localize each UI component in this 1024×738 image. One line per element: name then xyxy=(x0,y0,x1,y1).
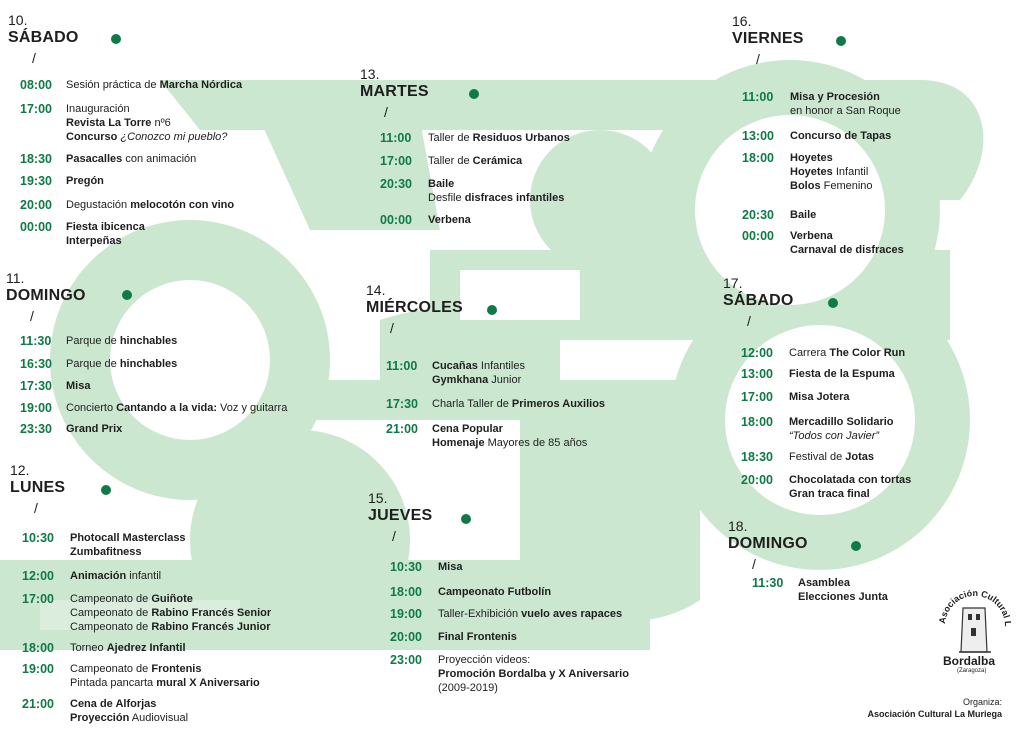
event-text: Campeonato de xyxy=(70,621,152,633)
event-line xyxy=(790,104,901,118)
slash-divider: / xyxy=(392,528,396,544)
event-line xyxy=(432,422,587,436)
event-time: 16:30 xyxy=(20,357,52,371)
event-time: 00:00 xyxy=(20,220,52,234)
event-time: 13:00 xyxy=(742,129,774,143)
event-time: 18:30 xyxy=(741,450,773,464)
event-time: 17:00 xyxy=(22,592,54,606)
event-text: Audiovisual xyxy=(129,712,189,724)
green-dot-icon xyxy=(851,541,861,551)
event-text: Carnaval de disfraces xyxy=(790,244,904,256)
event-text: Grand Prix xyxy=(66,423,123,435)
event-text: Ajedrez Infantil xyxy=(106,642,186,654)
event-line xyxy=(66,174,104,188)
day-name: SÁBADO xyxy=(723,292,794,309)
day-block xyxy=(368,490,432,544)
event-time: 12:00 xyxy=(22,569,54,583)
event-text: Baile xyxy=(790,209,817,221)
event-time: 19:30 xyxy=(20,174,52,188)
event-time: 23:00 xyxy=(390,653,422,667)
event-line xyxy=(789,415,894,429)
event-line xyxy=(70,620,271,634)
event-text: Revista La Torre xyxy=(66,117,152,129)
event-time: 08:00 xyxy=(20,78,52,92)
event-text: Cena de Alforjas xyxy=(70,698,157,710)
event-text: Primeros Auxilios xyxy=(511,398,606,410)
event-line xyxy=(790,165,873,179)
green-dot-icon xyxy=(111,34,121,44)
event-time: 17:30 xyxy=(386,397,418,411)
event-text: Frontenis xyxy=(151,663,202,675)
event-text: Infantiles xyxy=(477,360,525,372)
event-line xyxy=(428,154,522,168)
event-time: 20:00 xyxy=(20,198,52,212)
event-time: 20:00 xyxy=(741,473,773,487)
event-text: Promoción Bordalba y X Aniversario xyxy=(438,668,629,680)
day-number: 11. xyxy=(6,270,25,286)
event-text: Fiesta ibicenca xyxy=(66,221,145,233)
association-logo xyxy=(935,568,1015,678)
event-text: Rabino Francés Senior xyxy=(151,607,272,619)
event-line xyxy=(70,676,260,690)
event-time: 11:00 xyxy=(380,131,412,145)
event-text: Bolos xyxy=(790,180,821,192)
event-time: 18:00 xyxy=(742,151,774,165)
day-block xyxy=(6,270,86,324)
event-time: 21:00 xyxy=(386,422,418,436)
event-line xyxy=(66,234,145,248)
event-text: Cantando a la vida: xyxy=(116,402,217,414)
event-text: Concierto xyxy=(66,402,117,414)
event-text: Desfile xyxy=(428,192,465,204)
event-line xyxy=(66,116,227,130)
day-name: DOMINGO xyxy=(728,535,808,552)
event-text: Misa xyxy=(66,380,91,392)
event-line xyxy=(70,697,188,711)
event-time: 19:00 xyxy=(390,607,422,621)
event-text: con animación xyxy=(122,153,197,165)
event-line xyxy=(70,711,188,725)
event-text: Campeonato de xyxy=(70,663,152,675)
event-line xyxy=(790,208,816,222)
slash-divider: / xyxy=(752,556,756,572)
event-line xyxy=(70,641,186,655)
event-text: melocotón con vino xyxy=(130,199,235,211)
event-line xyxy=(438,585,551,599)
event-text: Verbena xyxy=(790,230,833,242)
event-line xyxy=(790,229,904,243)
event-line xyxy=(428,177,564,191)
green-dot-icon xyxy=(469,89,479,99)
event-text: Voz y guitarra xyxy=(217,402,288,414)
event-line xyxy=(790,243,904,257)
event-line xyxy=(70,662,260,676)
green-dot-icon xyxy=(122,290,132,300)
event-text: Charla Taller de xyxy=(432,398,512,410)
event-text: Elecciones Junta xyxy=(798,591,888,603)
event-line xyxy=(790,90,901,104)
event-line xyxy=(789,473,911,487)
event-time: 18:00 xyxy=(741,415,773,429)
day-number: 15. xyxy=(368,490,388,506)
slash-divider: / xyxy=(34,500,38,516)
event-text: Baile xyxy=(428,178,455,190)
event-text: Cena Popular xyxy=(432,423,503,435)
event-line xyxy=(789,367,895,381)
event-line xyxy=(432,397,605,411)
event-time: 10:30 xyxy=(22,531,54,545)
event-text: Taller de xyxy=(428,132,473,144)
day-block xyxy=(728,518,808,572)
day-name: SÁBADO xyxy=(8,29,79,46)
event-line xyxy=(66,102,227,116)
day-number: 13. xyxy=(360,66,380,82)
event-time: 18:00 xyxy=(22,641,54,655)
event-text: Zumbafitness xyxy=(70,546,142,558)
event-time: 13:00 xyxy=(741,367,773,381)
event-time: 10:30 xyxy=(390,560,422,574)
day-number: 18. xyxy=(728,518,748,534)
event-text: infantil xyxy=(126,570,162,582)
event-time: 11:00 xyxy=(742,90,774,104)
event-text: Pregón xyxy=(66,175,104,187)
event-time: 11:30 xyxy=(752,576,784,590)
slash-divider: / xyxy=(390,320,394,336)
event-time: 17:00 xyxy=(20,102,52,116)
event-line xyxy=(432,373,525,387)
event-text: The Color Run xyxy=(829,347,906,359)
event-text: hinchables xyxy=(119,335,178,347)
day-block xyxy=(732,13,804,67)
event-text: Fiesta de la Espuma xyxy=(789,368,895,380)
event-line xyxy=(790,129,891,143)
event-text: Proyección videos: xyxy=(438,654,531,666)
event-text: Hoyetes xyxy=(790,152,833,164)
day-number: 10. xyxy=(8,12,28,28)
event-text: Gran traca final xyxy=(789,488,870,500)
event-line xyxy=(789,487,911,501)
event-text: Cerámica xyxy=(472,155,523,167)
event-text: Pasacalles xyxy=(66,153,123,165)
event-time: 19:00 xyxy=(20,401,52,415)
green-dot-icon xyxy=(828,298,838,308)
event-line xyxy=(789,429,894,443)
event-line xyxy=(70,545,186,559)
event-line xyxy=(798,576,888,590)
event-text: Homenaje xyxy=(432,437,485,449)
event-text: Misa Jotera xyxy=(789,391,850,403)
event-line xyxy=(789,450,874,464)
event-time: 00:00 xyxy=(742,229,774,243)
day-number: 12. xyxy=(10,462,30,478)
event-text: nº6 xyxy=(151,117,171,129)
event-line xyxy=(428,131,570,145)
day-name: JUEVES xyxy=(368,507,433,524)
event-line xyxy=(70,531,186,545)
event-text: Rabino Francés Junior xyxy=(151,621,271,633)
event-line xyxy=(66,357,177,371)
slash-divider: / xyxy=(384,104,388,120)
event-text: Pintada pancarta xyxy=(70,677,157,689)
event-text: Parque de xyxy=(66,358,120,370)
day-block xyxy=(723,275,794,329)
event-text: Chocolatada con tortas xyxy=(789,474,912,486)
event-line xyxy=(66,198,234,212)
event-text: Residuos Urbanos xyxy=(472,132,570,144)
day-block xyxy=(360,66,429,120)
event-text: mural X Aniversario xyxy=(156,677,260,689)
day-name: LUNES xyxy=(10,479,66,496)
event-line xyxy=(789,390,850,404)
slash-divider: / xyxy=(30,308,34,324)
event-text: Animación xyxy=(70,570,127,582)
event-text: Asamblea xyxy=(798,577,850,589)
event-text: Campeonato de xyxy=(70,593,152,605)
event-line xyxy=(438,681,629,695)
event-line xyxy=(66,379,90,393)
logo-name: Bordalba xyxy=(943,654,996,668)
day-number: 17. xyxy=(723,275,743,291)
event-time: 21:00 xyxy=(22,697,54,711)
event-text: Jotas xyxy=(845,451,874,463)
event-text: disfraces infantiles xyxy=(464,192,565,204)
organizer-label: Organiza: xyxy=(962,697,1002,707)
green-dot-icon xyxy=(461,514,471,524)
event-text: Proyección xyxy=(70,712,130,724)
event-line xyxy=(789,346,905,360)
day-number: 16. xyxy=(732,13,752,29)
green-dot-icon xyxy=(836,36,846,46)
event-line xyxy=(798,590,888,604)
event-line xyxy=(428,191,564,205)
event-text: hinchables xyxy=(119,358,178,370)
event-line xyxy=(66,422,122,436)
event-line xyxy=(432,359,525,373)
day-number: 14. xyxy=(366,282,386,298)
event-time: 23:30 xyxy=(20,422,52,436)
day-name: MARTES xyxy=(360,83,429,100)
event-text: Photocall Masterclass xyxy=(70,532,186,544)
logo-ring-text: Asociación Cultural L xyxy=(937,587,1014,627)
event-text: Marcha Nórdica xyxy=(159,79,243,91)
event-line xyxy=(66,130,227,144)
event-line xyxy=(66,152,196,166)
event-line xyxy=(438,653,629,667)
event-line xyxy=(70,592,271,606)
logo-subtitle: (Zaragoza) xyxy=(957,668,987,674)
event-text: Concurso xyxy=(66,131,118,143)
event-text: ¿Conozco mi pueblo? xyxy=(120,131,228,143)
event-time: 18:30 xyxy=(20,152,52,166)
event-text: Concurso de Tapas xyxy=(790,130,892,142)
event-text: Campeonato de xyxy=(70,607,152,619)
event-text: Taller de xyxy=(428,155,473,167)
event-text: Verbena xyxy=(428,214,471,226)
event-line xyxy=(66,334,177,348)
event-time: 20:30 xyxy=(380,177,412,191)
event-text: (2009-2019) xyxy=(438,682,498,694)
event-line xyxy=(432,436,587,450)
event-line xyxy=(790,151,873,165)
event-text: Guiñote xyxy=(151,593,193,605)
event-text: Misa y Procesión xyxy=(790,91,880,103)
event-time: 11:30 xyxy=(20,334,52,348)
event-text: Misa xyxy=(438,561,463,573)
slash-divider: / xyxy=(747,313,751,329)
event-time: 20:30 xyxy=(742,208,774,222)
event-line xyxy=(438,607,622,621)
event-text: Infantil xyxy=(832,166,869,178)
green-dot-icon xyxy=(487,305,497,315)
event-line xyxy=(438,630,517,644)
event-line xyxy=(438,560,462,574)
event-text: Inauguración xyxy=(66,103,130,115)
event-line xyxy=(70,569,161,583)
event-line xyxy=(70,606,271,620)
event-time: 17:00 xyxy=(741,390,773,404)
day-name: VIERNES xyxy=(732,30,804,47)
event-text: Parque de xyxy=(66,335,120,347)
event-text: Cucañas xyxy=(432,360,478,372)
event-text: Torneo xyxy=(70,642,107,654)
event-line xyxy=(438,667,629,681)
day-block xyxy=(8,12,79,66)
day-name: DOMINGO xyxy=(6,287,86,304)
event-text: Degustación xyxy=(66,199,131,211)
event-text: Sesión práctica de xyxy=(66,79,160,91)
event-text: Taller-Exhibición xyxy=(438,608,522,620)
event-time: 20:00 xyxy=(390,630,422,644)
event-time: 11:00 xyxy=(386,359,418,373)
event-text: Final Frontenis xyxy=(438,631,517,643)
event-time: 00:00 xyxy=(380,213,412,227)
event-time: 18:00 xyxy=(390,585,422,599)
green-dot-icon xyxy=(101,485,111,495)
event-time: 17:00 xyxy=(380,154,412,168)
event-line xyxy=(428,213,471,227)
event-text: Mercadillo Solidario xyxy=(789,416,894,428)
event-line xyxy=(66,220,145,234)
event-text: Gymkhana xyxy=(432,374,489,386)
event-text: Junior xyxy=(488,374,522,386)
event-line xyxy=(66,401,287,415)
event-line xyxy=(66,78,242,92)
organizer-block xyxy=(867,696,1002,720)
organizer-name: Asociación Cultural La Muriega xyxy=(867,709,1002,719)
event-text: Festival de xyxy=(789,451,846,463)
event-text: Femenino xyxy=(820,180,873,192)
day-block xyxy=(10,462,65,516)
event-line xyxy=(790,179,873,193)
day-name: MIÉRCOLES xyxy=(366,299,463,316)
event-text: en honor a San Roque xyxy=(790,105,901,117)
slash-divider: / xyxy=(756,51,760,67)
event-text: “Todos con Javier” xyxy=(789,430,880,442)
event-text: Interpeñas xyxy=(66,235,122,247)
event-time: 19:00 xyxy=(22,662,54,676)
slash-divider: / xyxy=(32,50,36,66)
event-time: 17:30 xyxy=(20,379,52,393)
day-block xyxy=(366,282,463,336)
event-text: Hoyetes xyxy=(790,166,833,178)
event-text: Campeonato Futbolín xyxy=(438,586,552,598)
event-text: Carrera xyxy=(789,347,830,359)
event-time: 12:00 xyxy=(741,346,773,360)
event-text: vuelo aves rapaces xyxy=(521,608,623,620)
event-text: Mayores de 85 años xyxy=(484,437,588,449)
